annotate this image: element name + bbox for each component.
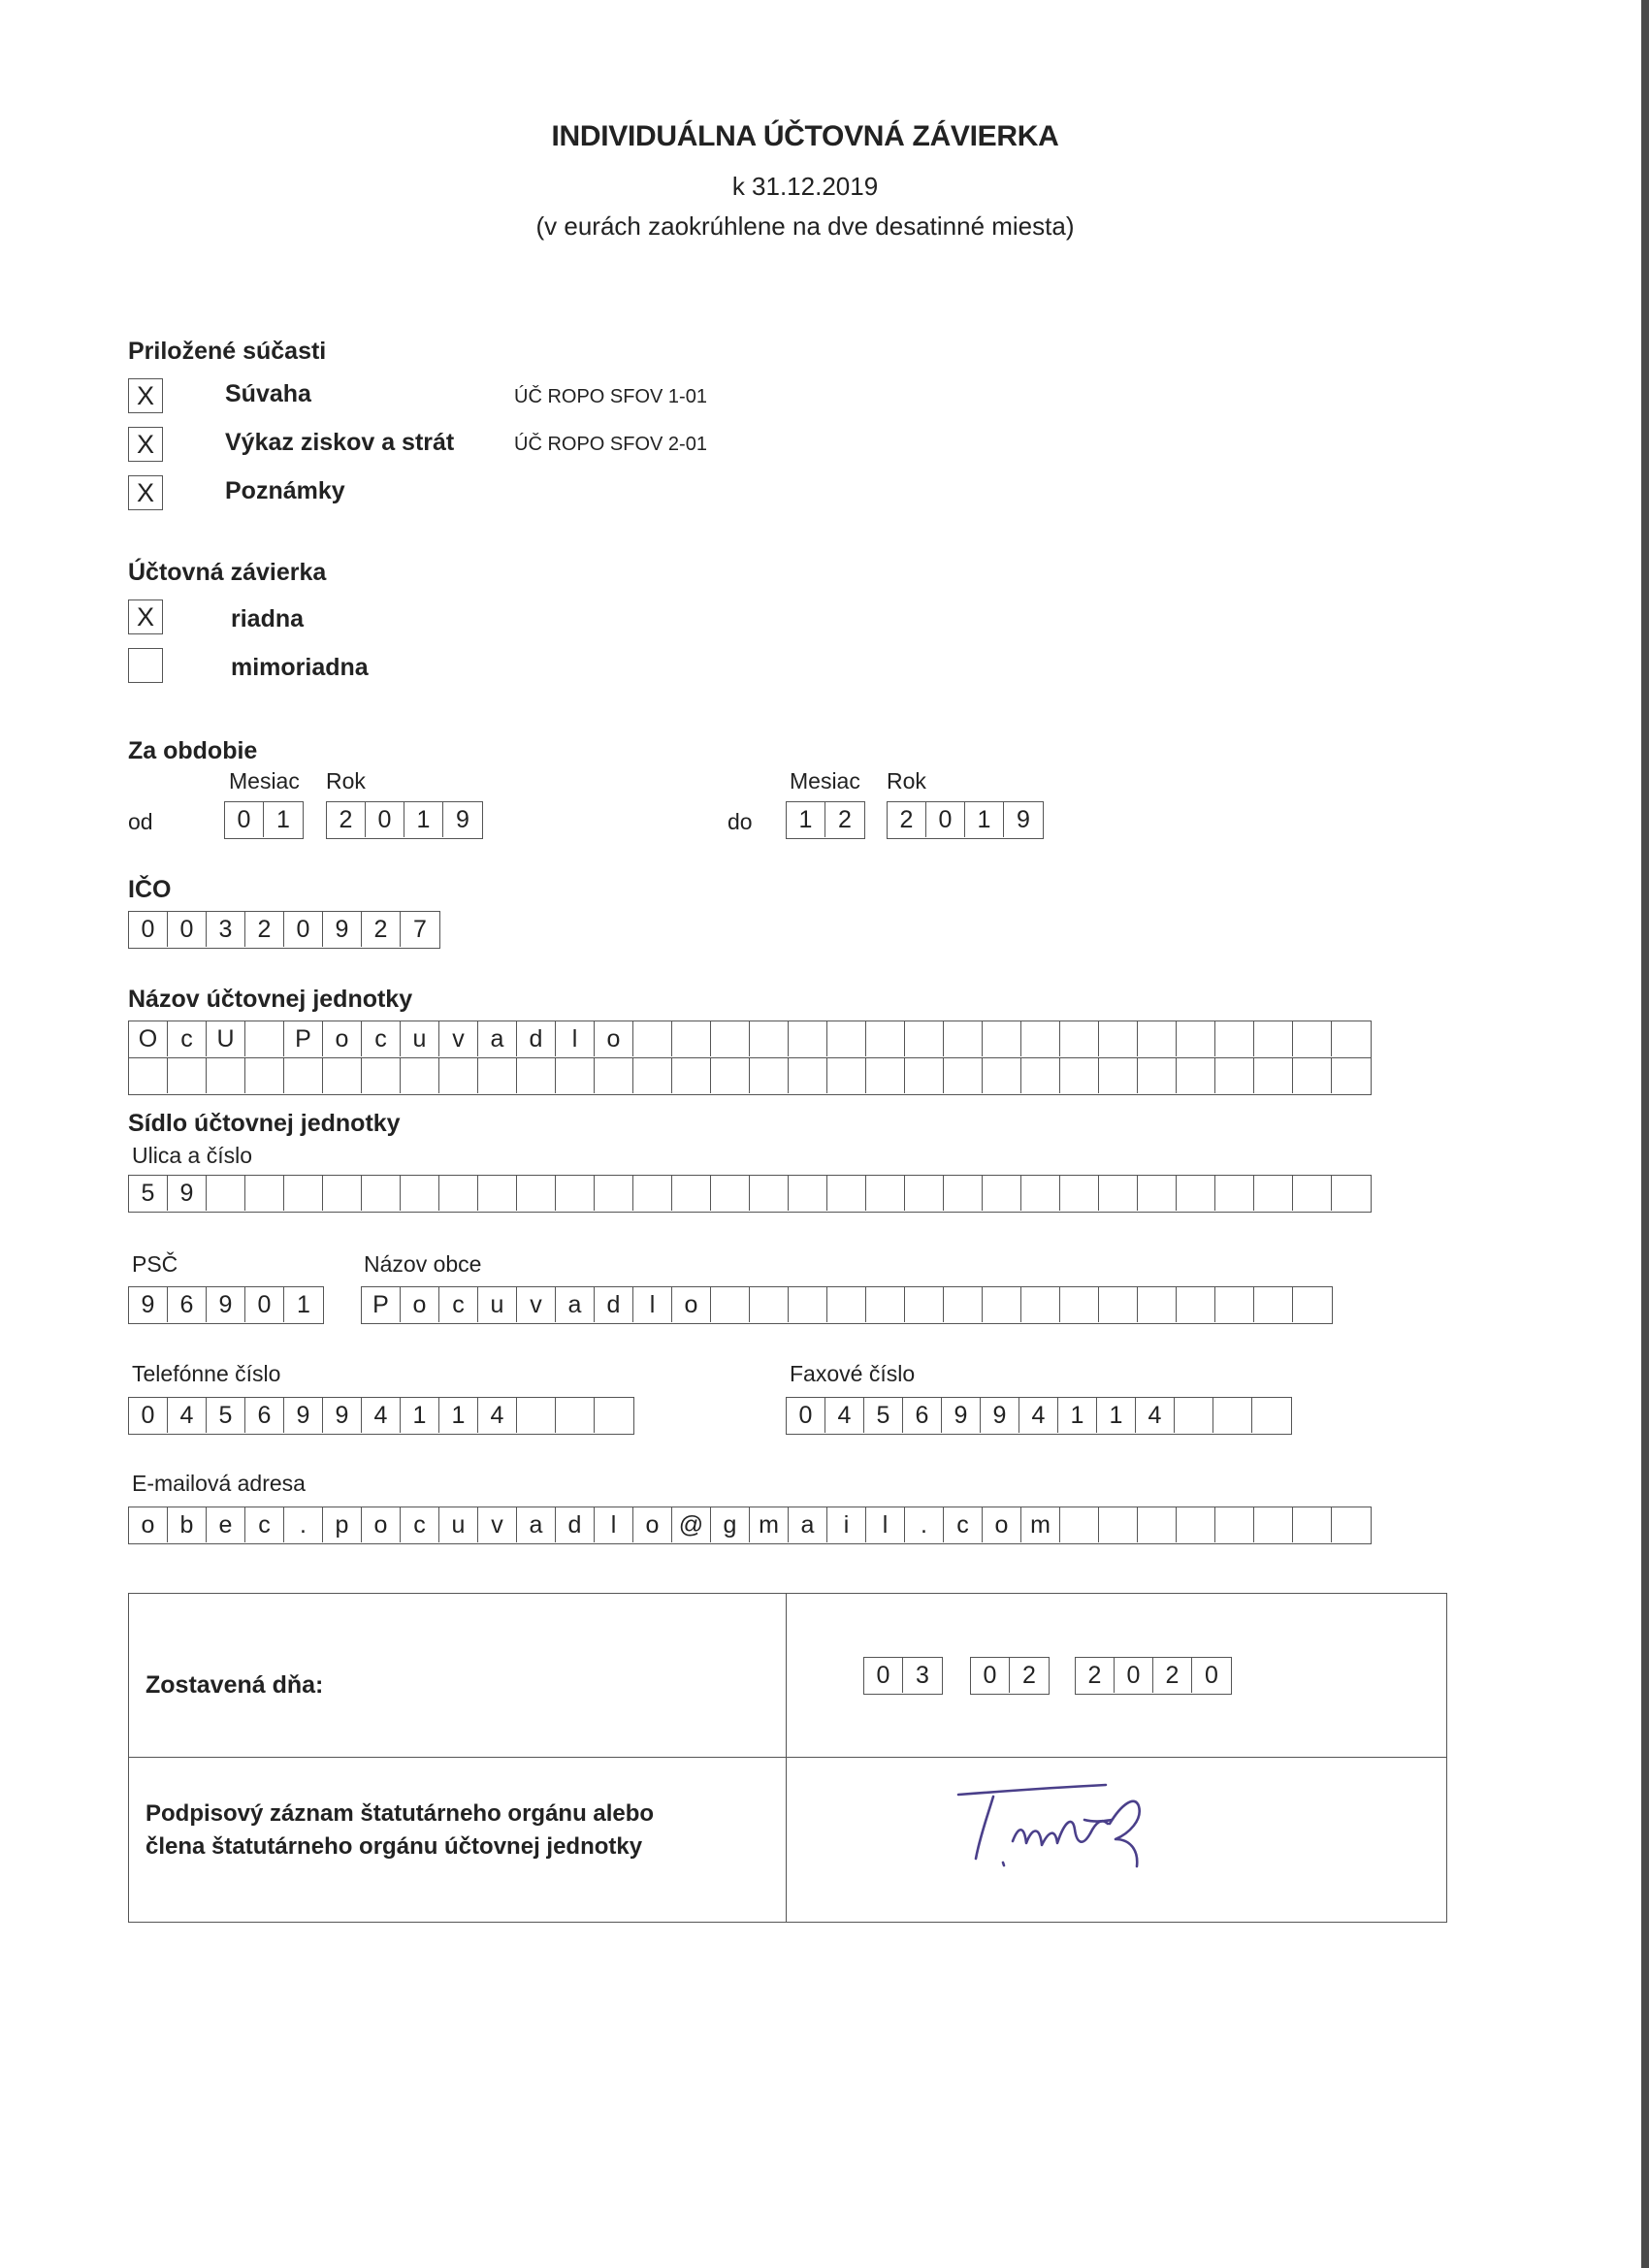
statement-heading: Účtovná závierka (128, 559, 327, 586)
character-cell (866, 1176, 905, 1211)
character-cell: 6 (245, 1398, 284, 1433)
character-cell (284, 1058, 323, 1093)
character-cell (983, 1058, 1021, 1093)
street-field[interactable] (128, 1175, 1372, 1213)
email-field[interactable] (128, 1507, 1372, 1544)
character-cell (517, 1398, 556, 1433)
character-cell (245, 1058, 284, 1093)
character-cell (1099, 1021, 1138, 1056)
character-cell: a (517, 1507, 556, 1542)
character-cell: 9 (323, 1398, 362, 1433)
character-cell: 6 (168, 1287, 207, 1322)
character-cell (401, 1176, 439, 1211)
character-cell: 0 (926, 802, 965, 837)
character-cell (245, 1021, 284, 1056)
character-cell (1215, 1058, 1254, 1093)
character-cell: 1 (297, 1291, 310, 1318)
character-cell: 1 (404, 802, 443, 837)
character-cell (711, 1021, 750, 1056)
character-cell: 0 (129, 1398, 168, 1433)
character-cell: c (401, 1507, 439, 1542)
character-cell: 0 (971, 1658, 1010, 1693)
character-cell (983, 1287, 1021, 1322)
character-cell (750, 1058, 789, 1093)
psc-label: PSČ (132, 1251, 178, 1277)
character-cell: p (323, 1507, 362, 1542)
from-year-field[interactable] (326, 801, 483, 839)
checkbox-riadna[interactable]: X (128, 599, 163, 634)
character-cell: 9 (129, 1287, 168, 1322)
character-cell: m (1021, 1507, 1060, 1542)
character-cell: 0 (787, 1398, 825, 1433)
character-cell: 0 (168, 912, 207, 947)
character-cell (944, 1287, 983, 1322)
character-cell (1138, 1507, 1177, 1542)
character-cell: 2 (838, 806, 852, 833)
character-cell: d (517, 1021, 556, 1056)
character-cell: 1 (401, 1398, 439, 1433)
character-cell: 2 (1022, 1662, 1036, 1689)
character-cell (827, 1176, 866, 1211)
entity-name-label: Názov účtovnej jednotky (128, 986, 413, 1013)
character-cell: u (439, 1507, 478, 1542)
character-cell (944, 1058, 983, 1093)
character-cell (1293, 1176, 1332, 1211)
document-date: k 31.12.2019 (731, 172, 879, 201)
to-month-label: Mesiac (790, 768, 860, 794)
character-cell: 2 (245, 912, 284, 947)
character-cell (129, 1058, 168, 1093)
character-cell (827, 1058, 866, 1093)
character-cell: 4 (478, 1398, 517, 1433)
compiled-date-label: Zostavená dňa: (146, 1671, 324, 1699)
character-cell: 0 (284, 912, 323, 947)
character-cell (672, 1058, 711, 1093)
character-cell (905, 1176, 944, 1211)
character-cell (1060, 1058, 1099, 1093)
character-cell (750, 1021, 789, 1056)
entity-name-row-1[interactable] (128, 1021, 1372, 1058)
character-cell (1215, 1176, 1254, 1211)
character-cell (633, 1176, 672, 1211)
compiled-year-field[interactable] (1075, 1657, 1232, 1695)
character-cell: . (284, 1507, 323, 1542)
phone-field[interactable] (128, 1397, 634, 1435)
character-cell (362, 1176, 401, 1211)
character-cell (595, 1058, 633, 1093)
character-cell (284, 1176, 323, 1211)
character-cell (1254, 1507, 1293, 1542)
checkbox-suvaha[interactable]: X (128, 378, 163, 413)
character-cell: 0 (1115, 1658, 1153, 1693)
character-cell (1254, 1287, 1293, 1322)
character-cell: 9 (323, 912, 362, 947)
character-cell: c (168, 1021, 207, 1056)
character-cell (517, 1058, 556, 1093)
character-cell: 9 (284, 1398, 323, 1433)
character-cell (478, 1058, 517, 1093)
character-cell (1215, 1021, 1254, 1056)
character-cell: o (983, 1507, 1021, 1542)
character-cell: v (439, 1021, 478, 1056)
character-cell: 2 (1076, 1658, 1115, 1693)
character-cell (1293, 1058, 1332, 1093)
compiled-day-field[interactable] (863, 1657, 943, 1695)
character-cell (1254, 1021, 1293, 1056)
character-cell (1021, 1176, 1060, 1211)
entity-name-row-2[interactable] (128, 1057, 1372, 1095)
document-title: INDIVIDUÁLNA ÚČTOVNÁ ZÁVIERKA (551, 120, 1059, 152)
character-cell: . (905, 1507, 944, 1542)
character-cell (1060, 1021, 1099, 1056)
character-cell: u (478, 1287, 517, 1322)
character-cell (1177, 1507, 1215, 1542)
character-cell (789, 1021, 827, 1056)
character-cell: a (556, 1287, 595, 1322)
character-cell (1254, 1176, 1293, 1211)
character-cell (1332, 1507, 1371, 1542)
character-cell: 9 (981, 1398, 1019, 1433)
character-cell: c (439, 1287, 478, 1322)
character-cell (595, 1176, 633, 1211)
character-cell (789, 1058, 827, 1093)
character-cell: 9 (168, 1176, 207, 1211)
character-cell: l (866, 1507, 905, 1542)
attachment-code-suvaha: ÚČ ROPO SFOV 1-01 (514, 386, 707, 407)
character-cell (1177, 1176, 1215, 1211)
character-cell: o (401, 1287, 439, 1322)
character-cell (1099, 1058, 1138, 1093)
character-cell (207, 1176, 245, 1211)
character-cell (1099, 1176, 1138, 1211)
character-cell: l (595, 1507, 633, 1542)
character-cell: 4 (168, 1398, 207, 1433)
character-cell (1293, 1507, 1332, 1542)
signoff-divider-horizontal (128, 1757, 1447, 1758)
character-cell (1215, 1287, 1254, 1322)
ico-field[interactable] (128, 911, 440, 949)
character-cell (789, 1176, 827, 1211)
character-cell (1060, 1287, 1099, 1322)
character-cell (1021, 1058, 1060, 1093)
character-cell: b (168, 1507, 207, 1542)
to-label: do (728, 809, 753, 834)
character-cell: 1 (276, 806, 290, 833)
character-cell: 1 (787, 802, 825, 837)
document-subtitle: (v eurách zaokrúhlene na dve desatinné miesta) (535, 211, 1075, 241)
character-cell (633, 1021, 672, 1056)
attachment-label-poznamky: Poznámky (225, 477, 345, 504)
character-cell (866, 1021, 905, 1056)
to-year-field[interactable] (887, 801, 1044, 839)
to-month-field[interactable] (786, 801, 865, 839)
fax-field[interactable] (786, 1397, 1292, 1435)
character-cell: 1 (439, 1398, 478, 1433)
attachments-heading: Priložené súčasti (128, 338, 327, 365)
phone-label: Telefónne číslo (132, 1361, 281, 1386)
attachment-label-vykaz: Výkaz ziskov a strát (225, 429, 455, 456)
psc-field[interactable] (128, 1286, 324, 1324)
town-label: Názov obce (364, 1251, 482, 1277)
character-cell (1254, 1058, 1293, 1093)
character-cell: 5 (864, 1398, 903, 1433)
character-cell: 9 (1017, 806, 1030, 833)
character-cell (1177, 1021, 1215, 1056)
character-cell: O (129, 1021, 168, 1056)
checkbox-vykaz[interactable]: X (128, 427, 163, 462)
character-cell: d (595, 1287, 633, 1322)
town-field[interactable] (361, 1286, 1333, 1324)
character-cell: o (129, 1507, 168, 1542)
character-cell: o (595, 1021, 633, 1056)
character-cell: 1 (1097, 1398, 1136, 1433)
signoff-divider-vertical (786, 1593, 787, 1923)
character-cell: 0 (129, 912, 168, 947)
character-cell (1332, 1021, 1371, 1056)
character-cell (1252, 1398, 1291, 1433)
from-year-label: Rok (326, 768, 366, 794)
character-cell (245, 1176, 284, 1211)
from-month-field[interactable] (224, 801, 304, 839)
character-cell: P (284, 1021, 323, 1056)
character-cell: P (362, 1287, 401, 1322)
character-cell (323, 1058, 362, 1093)
character-cell: 0 (366, 802, 404, 837)
character-cell (866, 1287, 905, 1322)
character-cell (905, 1287, 944, 1322)
character-cell (1175, 1398, 1213, 1433)
character-cell (905, 1021, 944, 1056)
character-cell (556, 1058, 595, 1093)
character-cell: 0 (245, 1287, 284, 1322)
character-cell (1138, 1287, 1177, 1322)
character-cell: a (478, 1021, 517, 1056)
character-cell: 9 (456, 806, 469, 833)
signature-image (931, 1766, 1222, 1892)
character-cell: 4 (1136, 1398, 1175, 1433)
character-cell (827, 1287, 866, 1322)
character-cell: d (556, 1507, 595, 1542)
ico-label: IČO (128, 876, 172, 903)
character-cell (1060, 1507, 1099, 1542)
character-cell: o (362, 1507, 401, 1542)
fax-label: Faxové číslo (790, 1361, 916, 1386)
character-cell (1138, 1058, 1177, 1093)
to-year-label: Rok (887, 768, 926, 794)
character-cell: 6 (903, 1398, 942, 1433)
character-cell: @ (672, 1507, 711, 1542)
character-cell: 3 (207, 912, 245, 947)
character-cell: v (517, 1287, 556, 1322)
character-cell (595, 1398, 633, 1433)
character-cell: 4 (362, 1398, 401, 1433)
character-cell (556, 1398, 595, 1433)
character-cell (1293, 1287, 1332, 1322)
character-cell: c (944, 1507, 983, 1542)
character-cell (1021, 1287, 1060, 1322)
character-cell (750, 1176, 789, 1211)
street-label: Ulica a číslo (132, 1143, 252, 1168)
character-cell: o (323, 1021, 362, 1056)
period-heading: Za obdobie (128, 737, 258, 764)
character-cell: o (633, 1507, 672, 1542)
character-cell (1021, 1021, 1060, 1056)
character-cell (789, 1287, 827, 1322)
character-cell (1215, 1507, 1254, 1542)
character-cell (362, 1058, 401, 1093)
character-cell (1138, 1021, 1177, 1056)
character-cell: 1 (965, 802, 1004, 837)
character-cell: 2 (1153, 1658, 1192, 1693)
signoff-table (128, 1593, 1447, 1923)
character-cell: 2 (327, 802, 366, 837)
character-cell: 0 (864, 1658, 903, 1693)
option-label-mimoriadna: mimoriadna (231, 654, 369, 681)
character-cell (1099, 1507, 1138, 1542)
character-cell: 2 (888, 802, 926, 837)
character-cell: 9 (207, 1287, 245, 1322)
character-cell: 3 (916, 1662, 929, 1689)
character-cell (983, 1021, 1021, 1056)
from-month-label: Mesiac (229, 768, 300, 794)
option-label-riadna: riadna (231, 605, 305, 632)
character-cell (1060, 1176, 1099, 1211)
character-cell: l (556, 1021, 595, 1056)
character-cell (711, 1176, 750, 1211)
character-cell: 2 (362, 912, 401, 947)
attachment-label-suvaha: Súvaha (225, 380, 311, 407)
character-cell (1332, 1176, 1371, 1211)
checkbox-mimoriadna[interactable] (128, 648, 163, 683)
character-cell (168, 1058, 207, 1093)
character-cell: 0 (225, 802, 264, 837)
character-cell (827, 1021, 866, 1056)
attachment-code-vykaz: ÚČ ROPO SFOV 2-01 (514, 434, 707, 455)
character-cell (1177, 1287, 1215, 1322)
seat-heading: Sídlo účtovnej jednotky (128, 1110, 401, 1137)
signature-label-line-2: člena štatutárneho orgánu účtovnej jednotky (146, 1833, 643, 1860)
character-cell (517, 1176, 556, 1211)
character-cell (478, 1176, 517, 1211)
character-cell (711, 1058, 750, 1093)
character-cell: 0 (1205, 1662, 1218, 1689)
character-cell (905, 1058, 944, 1093)
character-cell: 7 (413, 916, 427, 943)
character-cell: e (207, 1507, 245, 1542)
character-cell: l (633, 1287, 672, 1322)
character-cell (1099, 1287, 1138, 1322)
character-cell (1177, 1058, 1215, 1093)
character-cell (866, 1058, 905, 1093)
character-cell: m (750, 1507, 789, 1542)
character-cell: i (827, 1507, 866, 1542)
compiled-month-field[interactable] (970, 1657, 1050, 1695)
character-cell (944, 1021, 983, 1056)
character-cell: v (478, 1507, 517, 1542)
character-cell (439, 1176, 478, 1211)
character-cell (633, 1058, 672, 1093)
character-cell: a (789, 1507, 827, 1542)
character-cell: 4 (825, 1398, 864, 1433)
character-cell (401, 1058, 439, 1093)
character-cell (750, 1287, 789, 1322)
character-cell: 5 (207, 1398, 245, 1433)
from-label: od (128, 809, 153, 834)
email-label: E-mailová adresa (132, 1471, 306, 1496)
character-cell (672, 1021, 711, 1056)
character-cell: c (245, 1507, 284, 1542)
character-cell: o (672, 1287, 711, 1322)
character-cell (1293, 1021, 1332, 1056)
character-cell (711, 1287, 750, 1322)
character-cell (1138, 1176, 1177, 1211)
character-cell: 5 (129, 1176, 168, 1211)
character-cell: 1 (1058, 1398, 1097, 1433)
character-cell (672, 1176, 711, 1211)
character-cell (1213, 1398, 1252, 1433)
character-cell: U (207, 1021, 245, 1056)
checkbox-poznamky[interactable]: X (128, 475, 163, 510)
character-cell (944, 1176, 983, 1211)
character-cell: u (401, 1021, 439, 1056)
character-cell (323, 1176, 362, 1211)
signature-label-line-1: Podpisový záznam štatutárneho orgánu alebo (146, 1800, 655, 1827)
scan-page-edge (1641, 0, 1649, 2268)
character-cell: 4 (1019, 1398, 1058, 1433)
character-cell: c (362, 1021, 401, 1056)
character-cell: 9 (942, 1398, 981, 1433)
character-cell (983, 1176, 1021, 1211)
character-cell (439, 1058, 478, 1093)
character-cell (556, 1176, 595, 1211)
character-cell: g (711, 1507, 750, 1542)
character-cell (1332, 1058, 1371, 1093)
character-cell (207, 1058, 245, 1093)
